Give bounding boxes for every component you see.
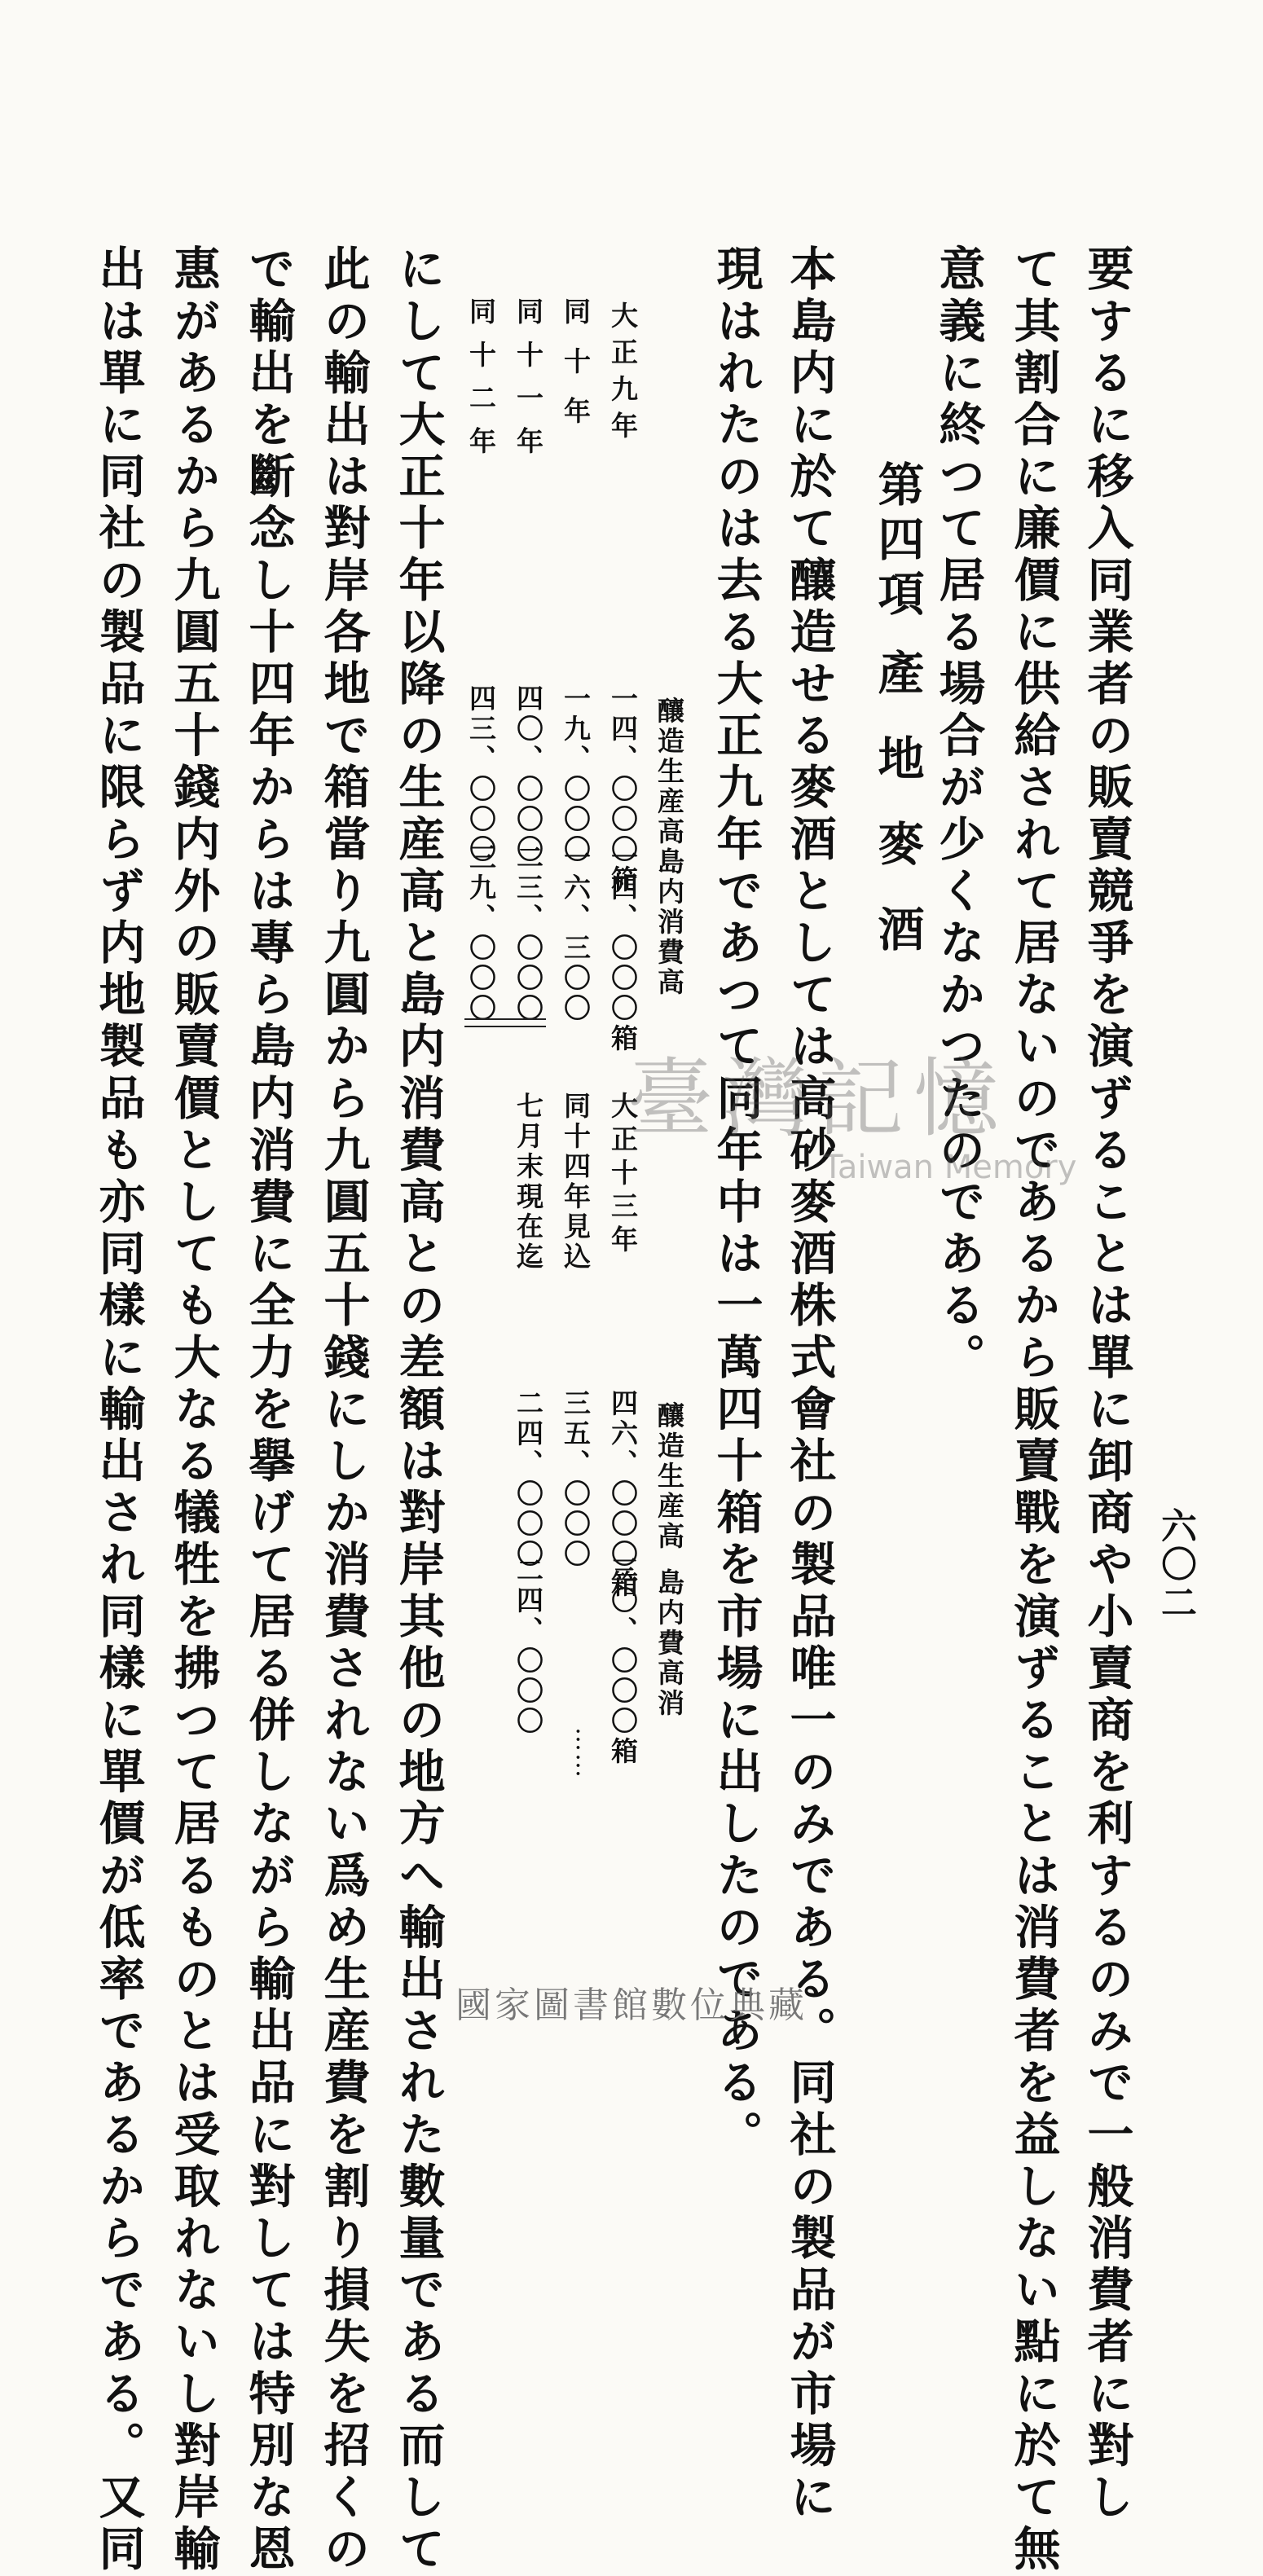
table-right-production: 四六、〇〇〇箱 (607, 1389, 639, 1600)
table-right-consumption: 二四、〇〇〇 (513, 1556, 544, 1737)
paragraph2-line-2: 現はれたのは去る大正九年であつて同年中は一萬四十箱を市場に出したのである。 (709, 244, 764, 2162)
table-divider (464, 1018, 546, 1027)
section-title: 產地麥酒 (870, 648, 925, 991)
paragraph3-line-3: で輸出を斷念し十四年からは專ら島内消費に全力を擧げて居る併しながら輸出品に對しては特別な恩 (241, 244, 296, 2576)
table-left-year: 大正九年 (607, 301, 639, 448)
paragraph1-line-3: 意義に終つて居る場合が少くなかつたのである。 (931, 244, 986, 1385)
table-left-year: 同十一年 (513, 297, 544, 470)
table-left-production: 一四、〇〇〇箱 (607, 684, 639, 895)
table-left-year: 同十二年 (465, 297, 497, 470)
paragraph1-line-1: 要するに移入同業者の販賣競爭を演ずることは單に卸商や小賣商を利するのみで一般消費者に對し (1080, 244, 1134, 2525)
table-right-consumption-ellipsis: …… (570, 1727, 599, 1779)
table-left-production: 四三、〇〇〇 (465, 684, 497, 865)
table-left-production: 四〇、〇〇〇 (513, 684, 544, 865)
table-right-header-consumption: 島内費高消 (654, 1568, 685, 1719)
table-left-header-production: 釀造生産高 (654, 697, 685, 847)
table-left-production: 一九、〇〇〇 (560, 684, 592, 865)
table-left-consumption: 一四、〇〇〇箱 (607, 843, 639, 1054)
paragraph2-line-1: 本島内に於て釀造せる麥酒としては高砂麥酒株式會社の製品唯一のみである。同社の製品が市場に (782, 244, 837, 2525)
table-left-consumption: 三九、〇〇〇 (465, 843, 497, 1024)
footer-archive-credit: 國家圖書館數位典藏 (455, 1985, 808, 2026)
table-left-year: 同十年 (560, 297, 592, 446)
table-right-year: 七月末現在迄 (513, 1092, 544, 1273)
section-heading (864, 460, 931, 991)
section-number: 第四項 (870, 460, 925, 624)
table-left-consumption: 二三、〇〇〇 (513, 843, 544, 1024)
paragraph3-line-2: 此の輸出は對岸各地で箱當り九圓から九圓五十錢にしか消費されない爲め生産費を割り損失を招くの (316, 244, 371, 2576)
table-left-consumption: 一六、三〇〇 (560, 843, 592, 1024)
paragraph3-line-5: 出は單に同社の製品に限らず内地製品も亦同樣に輸出され同樣に單價が低率であるからである。又同 (91, 244, 146, 2576)
paragraph1-line-2: て其割合に廉價に供給されて居ないのであるから販賣戰を演ずることは消費者を益しない點に於て無 (1006, 244, 1061, 2576)
page-number: 六〇二 (1155, 1507, 1196, 1622)
table-right-year: 同十四年見込 (560, 1092, 592, 1273)
table-right-production: 三五、〇〇〇 (560, 1389, 592, 1570)
table-right-header-production: 釀造生産高 (654, 1401, 685, 1552)
watermark-chinese: 臺灣記憶 (627, 1049, 1010, 1149)
table-right-consumption: 三〇、〇〇〇箱 (607, 1556, 639, 1767)
taiwan-memory-watermark (627, 1031, 1084, 1186)
table-left-header-consumption: 島内消費高 (654, 847, 685, 998)
watermark-english: Taiwan Memory (823, 1149, 1077, 1186)
table-right-production: 二四、〇〇〇 (513, 1389, 544, 1570)
table-right-year: 大正十三年 (607, 1092, 639, 1259)
paragraph3-line-4: 惠があるから九圓五十錢内外の販賣價としても大なる犠牲を拂つて居るものとは受取れないし對岸輸 (166, 244, 221, 2576)
paragraph3-line-1: にして大正十年以降の生産高と島内消費高との差額は對岸其他の地方へ輸出された數量である而して (391, 244, 446, 2576)
